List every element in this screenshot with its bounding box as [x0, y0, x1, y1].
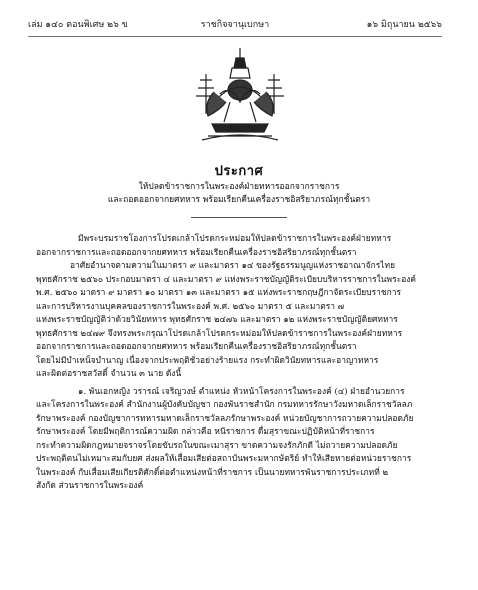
body-text-line: สังกัด ส่วนราชการในพระองค์ — [36, 480, 144, 490]
body-text-line: และผิดต่อราชสวัสดิ์ จำนวน ๓ นาย ดังนี้ — [36, 368, 182, 378]
body-text-line: รักษาพระองค์ โดยมีพฤติการณ์ความผิด กล่าวคือ หนีราชการ ดื่มสุราขณะปฏิบัติหน้าที่ราชการ — [36, 426, 375, 436]
garuda-emblem-icon — [186, 44, 294, 144]
body-text-line: กระทำความผิดกฎหมายจราจรโดยขับรถในขณะเมาสุรา ขาดความจงรักภักดี ไม่ถวายความปลอดภัย — [36, 439, 398, 450]
body-text-line: ในพระองค์ กับเสื่อมเสียเกียรติศักดิ์ต่อตำแหน่งหน้าที่ราชการ เป็นนายทหารพันราชการประเภทที่ ๒ — [36, 466, 389, 477]
header-divider — [28, 36, 442, 37]
body-text-line: พุทธศักราช ๒๔๗๙ จึงทรงพระกรุณาโปรดเกล้าโปรดกระหม่อมให้ปลดข้าราชการในพระองค์ฝ่ายทหาร — [36, 327, 403, 338]
document-title: ประกาศ — [214, 164, 264, 179]
body-text-line: พุทธศักราช ๒๕๖๐ ประกอบมาตรา ๔ และมาตรา ๙ แห่งพระราชบัญญัติระเบียบบริหารราชการในพระองค์ — [36, 273, 417, 284]
body-text-line: ๑. พันเอกหญิง วรารณ์ เจริญวงษ์ ตำแหน่ง หัวหน้าโครงการในพระองค์ (๔) ฝ่ายอำนวยการ — [78, 385, 405, 396]
body-text-line: ประพฤติตนไม่เหมาะสมกับยศ ส่งผลให้เสื่อมเสียต่อสถาบันพระมหากษัตริย์ ทำให้เสียหายต่อหน่วยราชการ — [36, 453, 412, 463]
body-text-line: และโครงการในพระองค์ สำนักงานผู้บังคับบัญชา กองพันราชสำนัก กรมทหารรักษาวังมหาดเล็กราชวัลลภ — [36, 399, 413, 409]
title-divider — [191, 217, 287, 218]
body-text-line: รักษาพระองค์ กองบัญชาการทหารมหาดเล็กราชวัลลภรักษาพระองค์ หน่วยบัญชาการถวายความปลอดภัย — [36, 412, 414, 423]
publication-date: ๑๖ มิถุนายน ๒๕๖๖ — [366, 20, 442, 30]
body-text-line: พ.ศ. ๒๕๖๐ มาตรา ๙ มาตรา ๑๐ มาตรา ๑๓ และมาตรา ๑๕ แห่งพระราชกฤษฎีกาจัดระเบียบราชการ — [36, 287, 402, 297]
volume-issue: เล่ม ๑๔๐ ตอนพิเศษ ๒๖ ข — [28, 20, 128, 30]
document-subtitle-line-1: ให้ปลดข้าราชการในพระองค์ฝ่ายทหารออกจากราชการ — [138, 182, 340, 192]
page-header — [28, 18, 442, 32]
body-text-line: อาศัยอำนาจตามความในมาตรา ๙ และมาตรา ๑๔ ของรัฐธรรมนูญแห่งราชอาณาจักรไทย — [70, 260, 396, 270]
body-text-line: โดยไม่มีบำเหน็จบำนาญ เนื่องจากประพฤติชั่วอย่างร้ายแรง กระทำผิดวินัยทหารและอาญาทหาร — [36, 354, 379, 365]
body-text-line: และการบริหารงานบุคคลของราชการในพระองค์ พ.ศ. ๒๕๖๐ มาตรา ๕ และมาตรา ๗ — [36, 300, 345, 311]
body-text-line: ออกจากราชการและถอดออกจากยศทหาร พร้อมเรียกคืนเครื่องราชอิสริยาภรณ์ทุกชั้นตรา — [36, 246, 357, 257]
body-text-line: มีพระบรมราชโองการโปรดเกล้าโปรดกระหม่อมให้ปลดข้าราชการในพระองค์ฝ่ายทหาร — [78, 233, 392, 243]
body-text-line: ออกจากราชการและถอดออกจากยศทหาร พร้อมเรียกคืนเครื่องราชอิสริยาภรณ์ทุกชั้นตรา — [36, 341, 357, 351]
publication-name: ราชกิจจานุเบกษา — [200, 20, 270, 30]
announcement-body — [36, 232, 446, 493]
document-subtitle-line-2: และถอดออกจากยศทหาร พร้อมเรียกคืนเครื่องราชอิสริยาภรณ์ทุกชั้นตรา — [107, 195, 371, 205]
body-text-line: แห่งพระราชบัญญัติว่าด้วยวินัยทหาร พุทธศักราช ๒๔๗๖ และมาตรา ๑๒ แห่งพระราชบัญญัติยศทหาร — [36, 314, 398, 324]
